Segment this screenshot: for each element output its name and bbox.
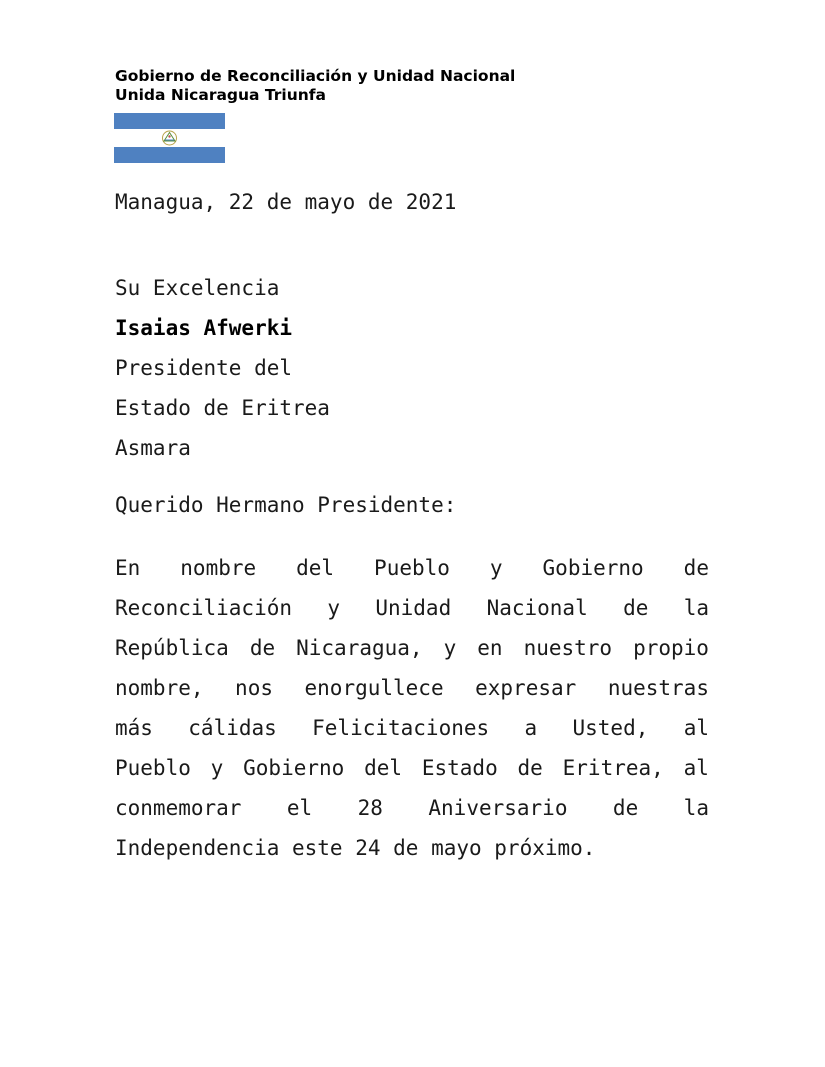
body-word: de [517, 756, 543, 780]
body-word: de [683, 556, 709, 580]
body-word: y [489, 556, 503, 580]
body-word: del [364, 756, 403, 780]
body-word: del [296, 556, 335, 580]
body-word: En [115, 556, 141, 580]
body-word: Estado [421, 756, 498, 780]
body-word: y [443, 636, 457, 660]
body-word: Usted, [572, 716, 649, 740]
letter-body [115, 548, 709, 868]
body-word: Gobierno [542, 556, 644, 580]
body-word: la [683, 796, 709, 820]
body-line [115, 628, 709, 668]
body-word: la [683, 596, 709, 620]
body-word: 28 [357, 796, 383, 820]
body-word: nos [235, 676, 273, 700]
body-word: República [115, 636, 229, 660]
body-word: Nicaragua, [296, 636, 423, 660]
body-word: Independencia este 24 de mayo próximo. [115, 836, 596, 860]
body-word: propio [633, 636, 709, 660]
body-word: Reconciliación [115, 596, 293, 620]
body-word: Gobierno [243, 756, 345, 780]
body-word: Unidad [375, 596, 452, 620]
body-word: y [210, 756, 224, 780]
body-word: el [286, 796, 313, 820]
addressee-state: Estado de Eritrea [115, 396, 330, 420]
body-word: nombre [180, 556, 257, 580]
nicaragua-flag-icon [114, 113, 225, 163]
addressee-name: Isaias Afwerki [115, 316, 293, 340]
body-word: cálidas [188, 716, 277, 740]
body-line [115, 588, 709, 628]
body-word: y [327, 596, 341, 620]
body-word: Aniversario [428, 796, 568, 820]
body-word: nuestras [607, 676, 709, 700]
addressee-city: Asmara [115, 436, 191, 460]
body-line [115, 668, 709, 708]
body-word: de [249, 636, 276, 660]
body-word: en [477, 636, 503, 660]
body-word: expresar [475, 676, 577, 700]
body-word: enorgullece [304, 676, 444, 700]
body-word: a [524, 716, 538, 740]
body-word: nombre, [115, 676, 204, 700]
body-word: Pueblo [374, 556, 450, 580]
addressee-position: Presidente del [115, 356, 293, 380]
body-line [115, 708, 709, 748]
addressee-block [115, 268, 330, 468]
body-word: nuestro [523, 636, 613, 660]
body-line [115, 788, 709, 828]
body-word: Felicitaciones [312, 716, 490, 740]
body-line [115, 828, 709, 868]
body-word: conmemorar [115, 796, 242, 820]
body-word: al [683, 756, 709, 780]
letterhead-line-government: Gobierno de Reconciliación y Unidad Nacional [115, 67, 516, 85]
body-line [115, 548, 709, 588]
letter-date: Managua, 22 de mayo de 2021 [115, 190, 457, 214]
body-word: de [612, 796, 639, 820]
body-word: al [683, 716, 709, 740]
salutation: Querido Hermano Presidente: [115, 493, 457, 517]
body-word: más [115, 716, 153, 740]
body-line [115, 748, 709, 788]
letterhead [115, 67, 515, 105]
body-word: de [623, 596, 649, 620]
addressee-title: Su Excelencia [115, 276, 280, 300]
body-word: Nacional [486, 596, 588, 620]
body-word: Eritrea, [562, 756, 664, 780]
letterhead-line-motto: Unida Nicaragua Triunfa [115, 86, 327, 104]
body-word: Pueblo [115, 756, 191, 780]
